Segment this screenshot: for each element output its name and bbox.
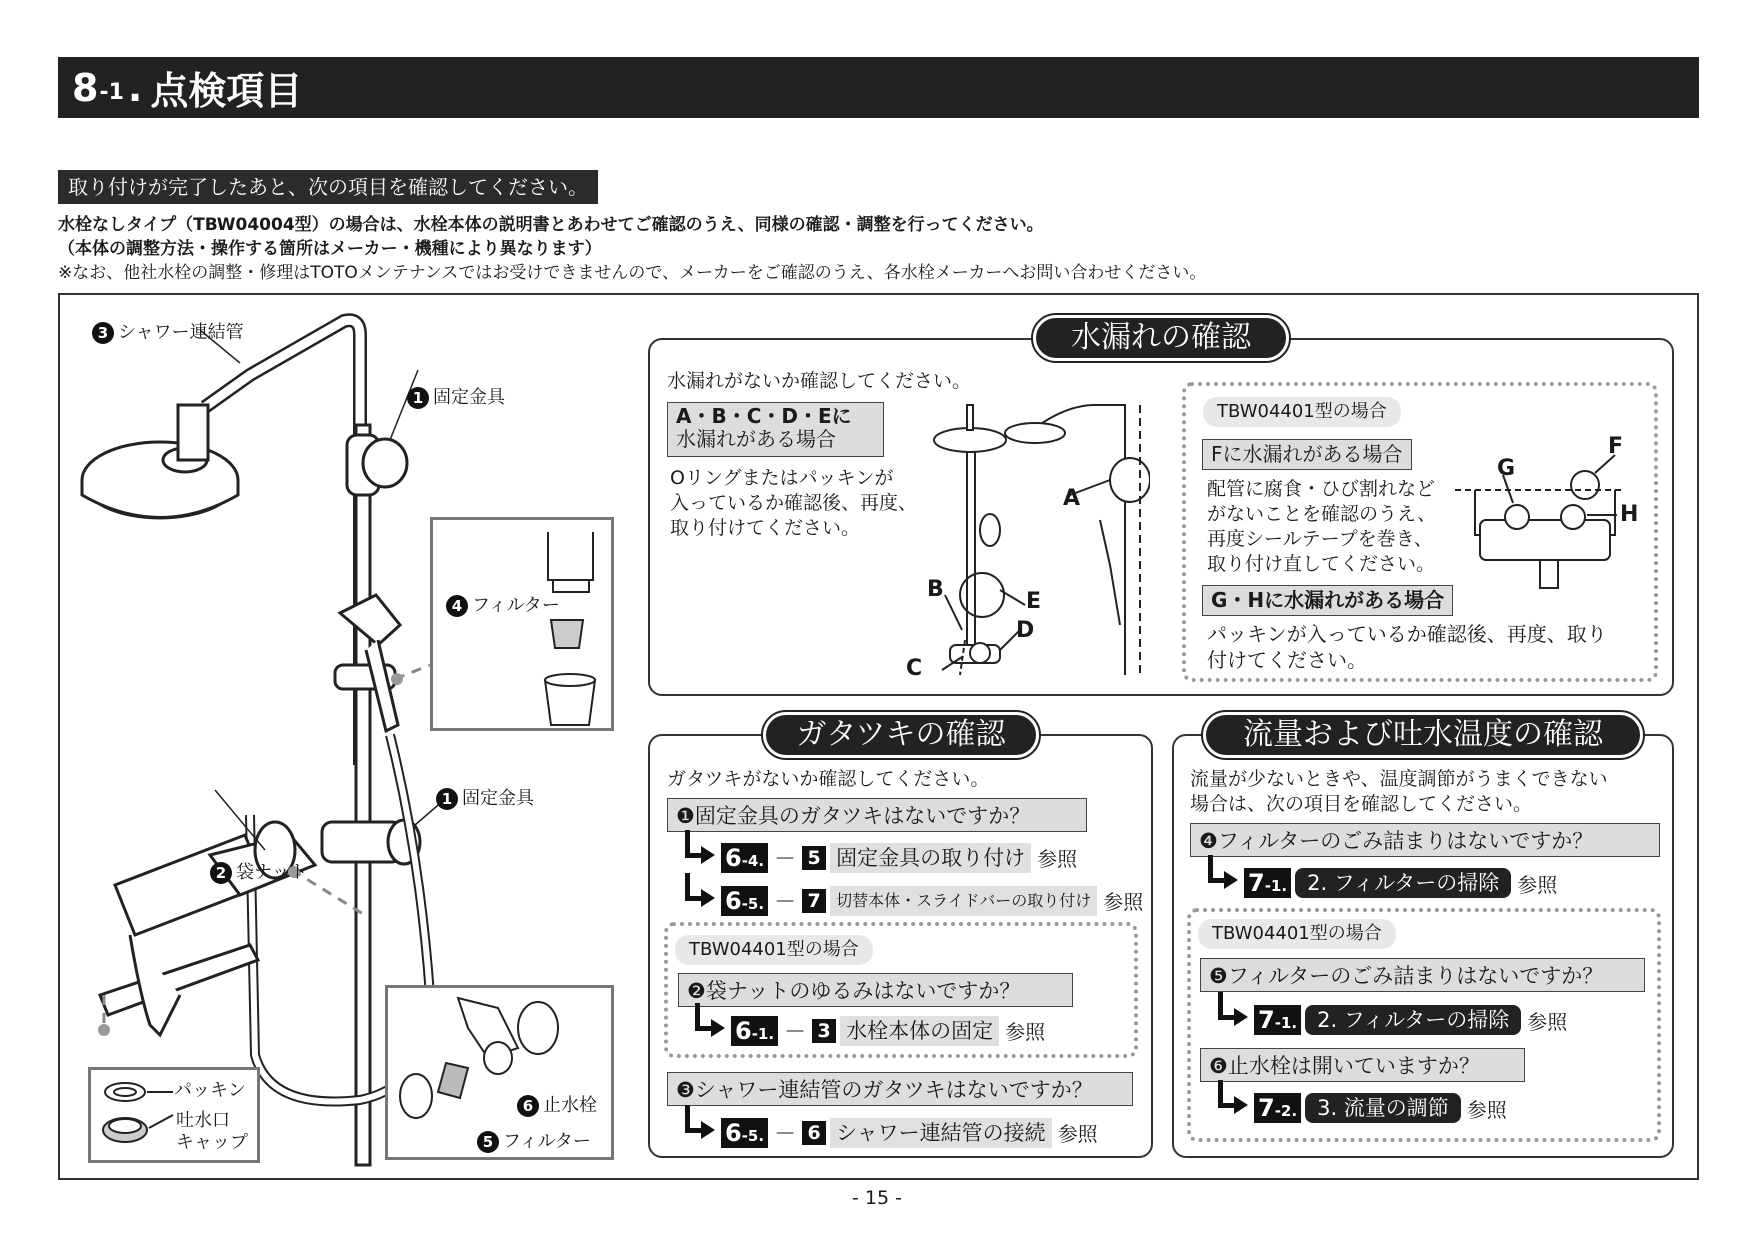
rattle-title: ガタツキの確認 [763,712,1039,758]
intro-line-2: （本体の調整方法・操作する箇所はメーカー・機種により異なります） [58,239,602,259]
label-spout-cap-2: キャップ [176,1132,248,1153]
rattle-ref-2: 6-5. － 7 切替本体・スライドバーの取り付け 参照 [685,885,1143,916]
leak-f-text-1: 配管に腐食・ひび割れなど [1207,478,1436,500]
leak-f-text-4: 取り付け直してください。 [1207,553,1436,575]
rattle-ref-1: 6-4. － 5 固定金具の取り付け 参照 [685,842,1077,873]
leak-gh-box: G・Hに水漏れがある場合 [1202,585,1453,616]
arrow-icon [695,1021,729,1041]
label-packing: パッキン [174,1080,246,1101]
ref-link[interactable]: 2. フィルターの掃除 [1305,1005,1521,1035]
leak-label-g: G [1497,456,1516,481]
leak-text-2: 入っているか確認後、再度、 [670,492,918,514]
label-spout-cap-1: 吐水口 [176,1110,230,1131]
leak-f-text-3: 再度シールテープを巻き、 [1207,528,1433,550]
leak-label-e: E [1026,589,1042,614]
ref-link[interactable]: シャワー連結管の接続 [830,1118,1052,1148]
arrow-icon [1208,873,1242,893]
arrow-icon [685,1123,719,1143]
flow-ref-3: 7-2. 3. 流量の調節 参照 [1218,1093,1507,1123]
arrow-icon [1218,1098,1252,1118]
rattle-q1: ❶固定金具のガタツキはないですか？ [667,798,1087,832]
flow-tbw-tag: TBW04401型の場合 [1198,919,1396,949]
leak-f-box: Fに水漏れがある場合 [1202,439,1412,470]
arrow-icon [685,891,719,911]
label-filter-2: 5 フィルター [477,1127,591,1153]
flow-q4: ❹フィルターのごみ詰まりはないですか？ [1190,823,1660,857]
leak-label-d: D [1016,618,1035,643]
arrow-icon [685,848,719,868]
label-filter: 4 フィルター [446,591,560,617]
leak-diagram [920,395,1150,680]
flow-ref-1: 7-1. 2. フィルターの掃除 参照 [1208,868,1557,898]
label-stop-valve: 6 止水栓 [517,1091,597,1117]
label-fixing-1: 1 固定金具 [407,383,505,409]
flow-q6: ❻止水栓は開いていますか？ [1200,1048,1525,1082]
page-number: - 15 - [852,1187,902,1209]
leak-gh-text-2: 付けてください。 [1207,648,1367,672]
ref-link[interactable]: 2. フィルターの掃除 [1295,868,1511,898]
leak-tbw-tag: TBW04401型の場合 [1203,397,1401,427]
intro-line-1: 水栓なしタイプ（TBW04004型）の場合は、水栓本体の説明書とあわせてご確認のうえ、同様の確認・調整を行ってください。 [58,215,1044,235]
label-bag-nut: 2 袋ナット [210,858,308,884]
leak-title: 水漏れの確認 [1033,315,1289,361]
ref-link[interactable]: 固定金具の取り付け [830,843,1031,873]
flow-ref-2: 7-1. 2. フィルターの掃除 参照 [1218,1005,1567,1035]
leak-label-b: B [927,577,944,602]
rattle-q3: ❸シャワー連結管のガタツキはないですか？ [667,1072,1133,1106]
section-header [58,57,1699,118]
flow-title: 流量および吐水温度の確認 [1203,712,1643,758]
leak-abcde-box: A・B・C・D・Eに 水漏れがある場合 [667,402,884,457]
section-dot: . [127,65,143,110]
filter-inset [430,517,614,731]
section-number: 8 [72,65,100,110]
flow-intro-1: 流量が少ないときや、温度調節がうまくできない [1190,768,1608,790]
leak-label-f: F [1608,434,1624,459]
leak-text-3: 取り付けてください。 [670,517,861,539]
rattle-ref-4: 6-5. － 6 シャワー連結管の接続 参照 [685,1117,1098,1148]
ref-link[interactable]: 3. 流量の調節 [1305,1093,1461,1123]
leak-label-h: H [1620,502,1639,527]
ref-link[interactable]: 水栓本体の固定 [840,1016,999,1046]
leak-intro: 水漏れがないか確認してください。 [667,370,972,392]
section-title: 点検項目 [150,69,303,113]
flow-q5: ❺フィルターのごみ詰まりはないですか？ [1200,958,1645,992]
rattle-ref-3: 6-1. － 3 水栓本体の固定 参照 [695,1015,1045,1046]
arrow-icon [1218,1010,1252,1030]
leak-text-1: Oリングまたはパッキンが [670,467,894,489]
leak-gh-text-1: パッキンが入っているか確認後、再度、取り [1207,622,1607,646]
rattle-q2: ❷袋ナットのゆるみはないですか？ [678,973,1073,1007]
rattle-intro: ガタツキがないか確認してください。 [667,768,990,790]
intro-label: 取り付けが完了したあと、次の項目を確認してください。 [58,170,598,204]
leak-label-a: A [1063,486,1081,511]
flow-intro-2: 場合は、次の項目を確認してください。 [1190,793,1533,815]
leak-label-c: C [906,656,923,681]
label-fixing-2: 1 固定金具 [436,784,534,810]
intro-line-3: ※なお、他社水栓の調整・修理はTOTOメンテナンスではお受けできませんので、メーカーをご確認のうえ、各水栓メーカーへお問い合わせください。 [58,263,1207,283]
ref-link[interactable]: 切替本体・スライドバーの取り付け [830,886,1097,916]
section-subnumber: -1 [99,80,124,105]
leak-f-text-2: がないことを確認のうえ、 [1207,503,1437,525]
rattle-tbw-tag: TBW04401型の場合 [675,935,873,965]
label-shower-pipe: 3 シャワー連結管 [92,318,244,344]
